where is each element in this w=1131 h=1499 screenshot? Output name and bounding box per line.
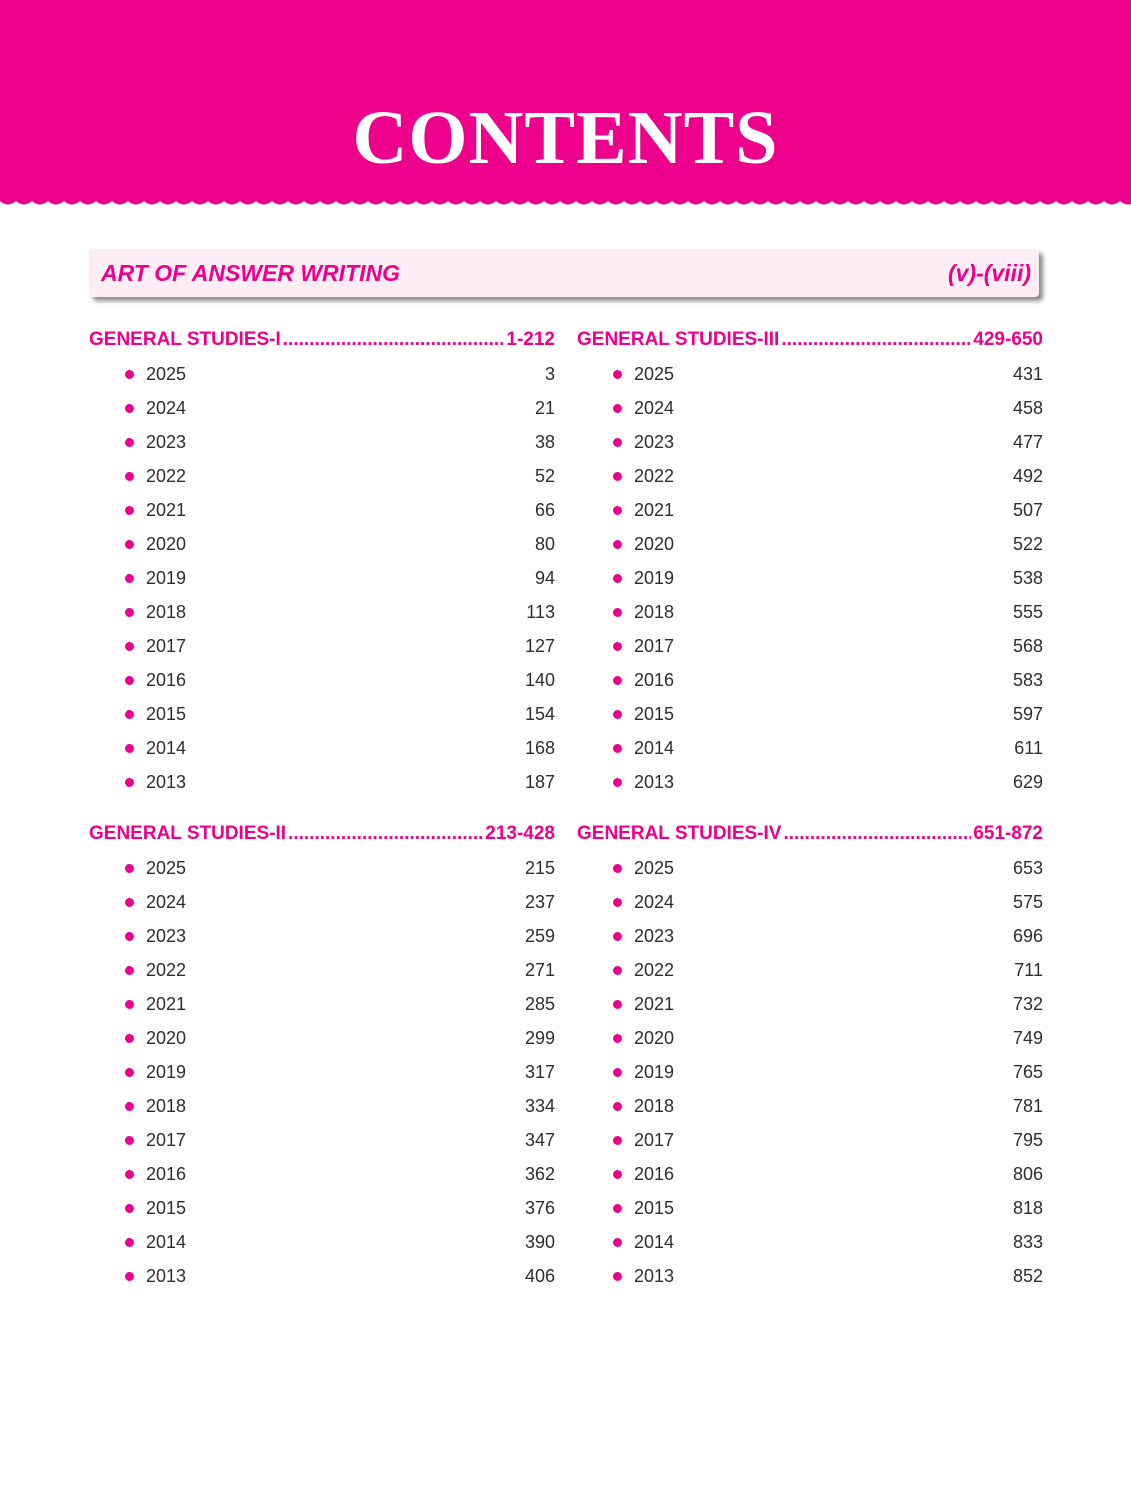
bullet-icon <box>613 574 622 583</box>
bullet-icon <box>125 864 134 873</box>
list-item[interactable] <box>577 1055 1043 1089</box>
list-item[interactable] <box>89 629 555 663</box>
entry-year: 2013 <box>146 1266 187 1286</box>
entry-page-number: 431 <box>1012 364 1043 384</box>
entry-page-number: 711 <box>1014 960 1043 980</box>
entry-year: 2022 <box>634 466 675 486</box>
entry-year: 2015 <box>634 704 675 724</box>
entry-year: 2017 <box>146 636 187 656</box>
section-title: GENERAL STUDIES-III <box>577 329 780 350</box>
list-item[interactable] <box>89 663 555 697</box>
bullet-icon <box>613 1238 622 1247</box>
entry-year: 2018 <box>634 1096 675 1116</box>
entry-year: 2018 <box>634 602 675 622</box>
list-item[interactable] <box>577 885 1043 919</box>
bullet-icon <box>125 1272 134 1281</box>
list-item[interactable] <box>577 425 1043 459</box>
bullet-icon <box>125 404 134 413</box>
art-of-answer-writing-box[interactable] <box>89 249 1039 297</box>
list-item[interactable] <box>89 987 555 1021</box>
list-item[interactable] <box>89 595 555 629</box>
entry-year: 2016 <box>634 1164 675 1184</box>
list-item[interactable] <box>577 987 1043 1021</box>
entry-page-number: 818 <box>1012 1198 1043 1218</box>
list-item[interactable] <box>89 493 555 527</box>
list-item[interactable] <box>89 1259 555 1293</box>
list-item[interactable] <box>89 425 555 459</box>
section-title: GENERAL STUDIES-I <box>89 329 281 350</box>
entry-year: 2014 <box>146 1232 187 1252</box>
entry-page-number: 507 <box>1012 500 1043 520</box>
list-item[interactable] <box>577 493 1043 527</box>
section-title: GENERAL STUDIES-II <box>89 823 287 844</box>
bullet-icon <box>125 932 134 941</box>
entry-year: 2024 <box>146 398 187 418</box>
entry-year: 2023 <box>146 432 187 452</box>
bullet-icon <box>613 1170 622 1179</box>
entry-page-number: 334 <box>524 1096 555 1116</box>
list-item[interactable] <box>89 731 555 765</box>
entry-year: 2019 <box>634 568 675 588</box>
header-banner <box>0 0 1131 200</box>
section-general-studies-3 <box>577 323 1043 799</box>
bullet-icon <box>613 966 622 975</box>
bullet-icon <box>613 864 622 873</box>
bullet-icon <box>125 540 134 549</box>
entry-page-number: 795 <box>1012 1130 1043 1150</box>
entry-year: 2015 <box>146 704 187 724</box>
entry-page-number: 492 <box>1012 466 1043 486</box>
entry-page-number: 597 <box>1012 704 1043 724</box>
list-item[interactable] <box>89 1055 555 1089</box>
bullet-icon <box>613 1102 622 1111</box>
entry-year: 2013 <box>634 1266 675 1286</box>
list-item[interactable] <box>577 953 1043 987</box>
entry-year: 2025 <box>146 858 187 878</box>
bullet-icon <box>125 370 134 379</box>
list-item[interactable] <box>577 1191 1043 1225</box>
bullet-icon <box>613 1034 622 1043</box>
entry-page-number: 406 <box>524 1266 555 1286</box>
entry-year: 2017 <box>634 636 675 656</box>
bullet-icon <box>613 404 622 413</box>
entry-page-number: 80 <box>534 534 555 554</box>
entry-year: 2024 <box>634 892 675 912</box>
entry-year: 2018 <box>146 602 187 622</box>
bullet-icon <box>613 744 622 753</box>
entry-year: 2021 <box>634 500 675 520</box>
entry-page-number: 271 <box>524 960 555 980</box>
entry-year: 2021 <box>146 994 187 1014</box>
entry-year: 2017 <box>634 1130 675 1150</box>
list-item[interactable] <box>577 629 1043 663</box>
bullet-icon <box>613 1068 622 1077</box>
bullet-icon <box>125 1238 134 1247</box>
entry-page-number: 299 <box>524 1028 555 1048</box>
entry-year: 2020 <box>146 534 187 554</box>
bullet-icon <box>125 1170 134 1179</box>
entry-page-number: 833 <box>1012 1232 1043 1252</box>
list-item[interactable] <box>577 697 1043 731</box>
list-item[interactable] <box>89 391 555 425</box>
bullet-icon <box>613 608 622 617</box>
page-title: CONTENTS <box>352 96 779 180</box>
entry-page-number: 749 <box>1012 1028 1043 1048</box>
entry-page-number: 94 <box>534 568 555 588</box>
bullet-icon <box>125 1204 134 1213</box>
bullet-icon <box>125 1102 134 1111</box>
bullet-icon <box>125 1034 134 1043</box>
bullet-icon <box>125 1000 134 1009</box>
bullet-icon <box>125 710 134 719</box>
entry-page-number: 3 <box>544 364 555 384</box>
entry-year: 2023 <box>146 926 187 946</box>
entry-page-number: 611 <box>1014 738 1043 758</box>
entry-page-number: 376 <box>524 1198 555 1218</box>
entry-year: 2022 <box>146 466 187 486</box>
dot-leader <box>288 817 483 851</box>
bullet-icon <box>125 642 134 651</box>
scallop-path <box>0 193 1131 205</box>
list-item[interactable] <box>577 357 1043 391</box>
list-item[interactable] <box>577 851 1043 885</box>
list-item[interactable] <box>577 1123 1043 1157</box>
list-item[interactable] <box>577 1259 1043 1293</box>
entry-year: 2025 <box>146 364 187 384</box>
entry-year: 2015 <box>634 1198 675 1218</box>
entry-year: 2025 <box>634 858 675 878</box>
entry-year: 2014 <box>146 738 187 758</box>
entry-year: 2024 <box>634 398 675 418</box>
entry-page-number: 168 <box>524 738 555 758</box>
bullet-icon <box>125 744 134 753</box>
entry-page-number: 653 <box>1012 858 1043 878</box>
list-item[interactable] <box>577 765 1043 799</box>
bullet-icon <box>613 1204 622 1213</box>
list-item[interactable] <box>89 1225 555 1259</box>
section-heading[interactable] <box>89 323 555 357</box>
entry-page-number: 852 <box>1012 1266 1043 1286</box>
section-heading[interactable] <box>577 817 1043 851</box>
entry-page-number: 458 <box>1012 398 1043 418</box>
entry-year: 2022 <box>634 960 675 980</box>
entry-page-number: 237 <box>524 892 555 912</box>
bullet-icon <box>125 966 134 975</box>
entry-year: 2020 <box>634 534 675 554</box>
entry-year: 2014 <box>634 738 675 758</box>
entry-page-number: 583 <box>1012 670 1043 690</box>
entry-year: 2025 <box>634 364 675 384</box>
list-item[interactable] <box>577 459 1043 493</box>
section-heading[interactable] <box>89 817 555 851</box>
art-of-answer-writing-title: ART OF ANSWER WRITING <box>101 260 400 286</box>
entry-year: 2016 <box>146 1164 187 1184</box>
entry-page-number: 259 <box>524 926 555 946</box>
list-item[interactable] <box>89 851 555 885</box>
bullet-icon <box>613 1136 622 1145</box>
entry-page-number: 21 <box>534 398 555 418</box>
entry-page-number: 477 <box>1012 432 1043 452</box>
entry-year: 2019 <box>146 568 187 588</box>
entry-year: 2019 <box>634 1062 675 1082</box>
entry-page-number: 696 <box>1012 926 1043 946</box>
dot-leader <box>283 323 505 357</box>
bullet-icon <box>125 778 134 787</box>
list-item[interactable] <box>577 595 1043 629</box>
list-item[interactable] <box>577 1157 1043 1191</box>
list-item[interactable] <box>89 1089 555 1123</box>
banner-scalloped-edge <box>0 193 1131 209</box>
list-item[interactable] <box>89 1021 555 1055</box>
list-item[interactable] <box>577 1021 1043 1055</box>
list-item[interactable] <box>577 527 1043 561</box>
bullet-icon <box>613 472 622 481</box>
entry-page-number: 538 <box>1012 568 1043 588</box>
art-of-answer-writing-pages: (v)-(viii) <box>947 260 1031 286</box>
bullet-icon <box>613 506 622 515</box>
bullet-icon <box>125 574 134 583</box>
bullet-icon <box>125 898 134 907</box>
entry-page-number: 140 <box>524 670 555 690</box>
bullet-icon <box>613 778 622 787</box>
list-item[interactable] <box>89 561 555 595</box>
entry-page-number: 362 <box>524 1164 555 1184</box>
bullet-icon <box>613 1272 622 1281</box>
entry-page-number: 317 <box>524 1062 555 1082</box>
bullet-icon <box>613 438 622 447</box>
bullet-icon <box>613 540 622 549</box>
list-item[interactable] <box>89 919 555 953</box>
section-title: GENERAL STUDIES-IV <box>577 823 782 844</box>
bullet-icon <box>613 898 622 907</box>
entry-page-number: 113 <box>526 602 555 622</box>
entry-year: 2020 <box>146 1028 187 1048</box>
list-item[interactable] <box>577 391 1043 425</box>
entry-year: 2013 <box>634 772 675 792</box>
entry-page-number: 629 <box>1012 772 1043 792</box>
bullet-icon <box>125 472 134 481</box>
entry-year: 2016 <box>634 670 675 690</box>
bullet-icon <box>613 676 622 685</box>
entry-year: 2023 <box>634 926 675 946</box>
entry-page-number: 781 <box>1012 1096 1043 1116</box>
bullet-icon <box>125 608 134 617</box>
section-page-range: 213-428 <box>485 823 555 844</box>
bullet-icon <box>613 1000 622 1009</box>
list-item[interactable] <box>89 527 555 561</box>
entry-year: 2019 <box>146 1062 187 1082</box>
list-item[interactable] <box>89 1191 555 1225</box>
entry-year: 2024 <box>146 892 187 912</box>
entry-year: 2023 <box>634 432 675 452</box>
bullet-icon <box>125 676 134 685</box>
section-heading[interactable] <box>577 323 1043 357</box>
list-item[interactable] <box>89 1123 555 1157</box>
dot-leader <box>783 817 971 851</box>
list-item[interactable] <box>577 919 1043 953</box>
entry-year: 2022 <box>146 960 187 980</box>
entry-page-number: 154 <box>524 704 555 724</box>
bullet-icon <box>613 370 622 379</box>
entry-page-number: 127 <box>524 636 555 656</box>
bullet-icon <box>125 1068 134 1077</box>
entry-year: 2021 <box>146 500 187 520</box>
entry-year: 2020 <box>634 1028 675 1048</box>
list-item[interactable] <box>577 561 1043 595</box>
entry-page-number: 347 <box>524 1130 555 1150</box>
entry-page-number: 568 <box>1012 636 1043 656</box>
section-general-studies-1 <box>89 323 555 799</box>
entry-page-number: 765 <box>1012 1062 1043 1082</box>
list-item[interactable] <box>89 697 555 731</box>
bullet-icon <box>613 932 622 941</box>
section-page-range: 429-650 <box>973 329 1043 350</box>
entry-page-number: 806 <box>1012 1164 1043 1184</box>
entry-year: 2018 <box>146 1096 187 1116</box>
bullet-icon <box>125 1136 134 1145</box>
list-item[interactable] <box>89 885 555 919</box>
entry-page-number: 52 <box>534 466 555 486</box>
section-general-studies-2 <box>89 817 555 1293</box>
list-item[interactable] <box>89 1157 555 1191</box>
bullet-icon <box>613 642 622 651</box>
entry-year: 2014 <box>634 1232 675 1252</box>
entry-page-number: 38 <box>534 432 555 452</box>
entry-year: 2021 <box>634 994 675 1014</box>
entry-page-number: 187 <box>524 772 555 792</box>
entry-year: 2017 <box>146 1130 187 1150</box>
section-general-studies-4 <box>577 817 1043 1293</box>
entry-page-number: 575 <box>1012 892 1043 912</box>
entry-page-number: 66 <box>534 500 555 520</box>
list-item[interactable] <box>577 731 1043 765</box>
bullet-icon <box>125 438 134 447</box>
entry-page-number: 390 <box>524 1232 555 1252</box>
list-item[interactable] <box>89 459 555 493</box>
bullet-icon <box>125 506 134 515</box>
entry-page-number: 522 <box>1012 534 1043 554</box>
list-item[interactable] <box>577 663 1043 697</box>
bullet-icon <box>613 710 622 719</box>
entry-year: 2013 <box>146 772 187 792</box>
list-item[interactable] <box>89 953 555 987</box>
entry-page-number: 732 <box>1012 994 1043 1014</box>
entry-year: 2015 <box>146 1198 187 1218</box>
entry-year: 2016 <box>146 670 187 690</box>
list-item[interactable] <box>577 1225 1043 1259</box>
list-item[interactable] <box>89 765 555 799</box>
section-page-range: 651-872 <box>973 823 1043 844</box>
list-item[interactable] <box>577 1089 1043 1123</box>
section-page-range: 1-212 <box>506 329 555 350</box>
entry-page-number: 555 <box>1012 602 1043 622</box>
entry-page-number: 285 <box>524 994 555 1014</box>
list-item[interactable] <box>89 357 555 391</box>
entry-page-number: 215 <box>524 858 555 878</box>
dot-leader <box>781 323 971 357</box>
